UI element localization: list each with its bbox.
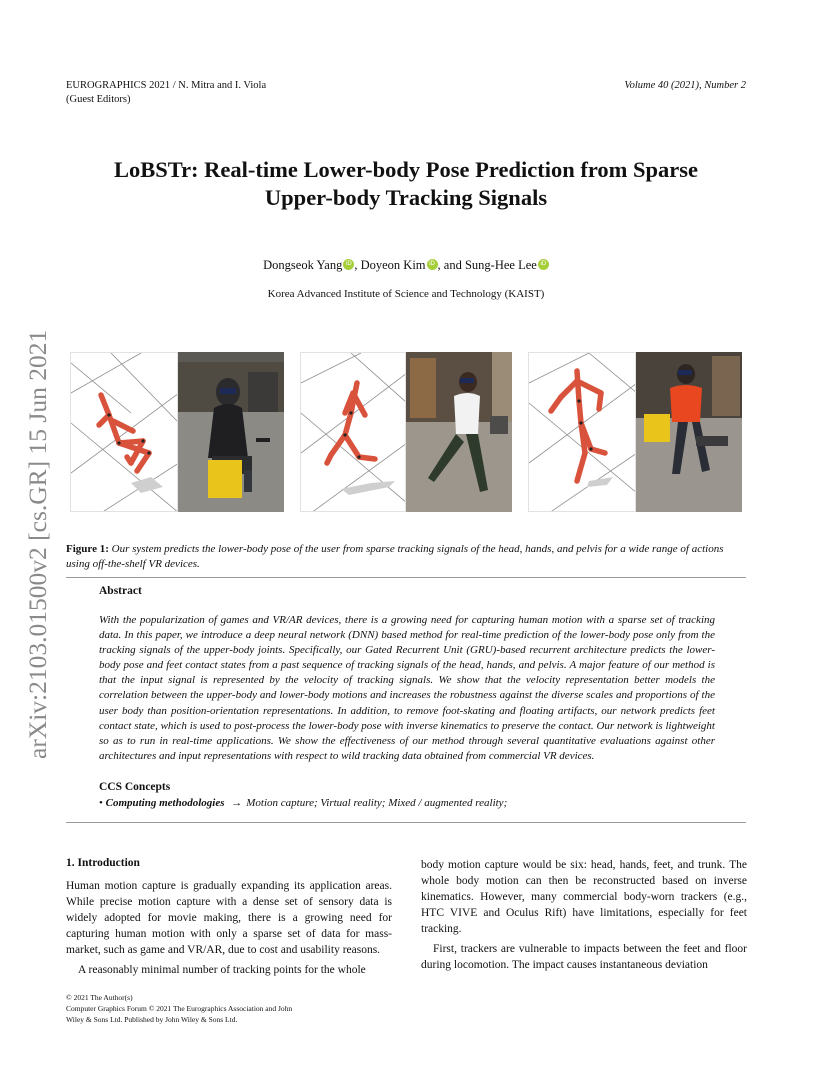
intro-right-paragraph-2: First, trackers are vulnerable to impacts between the feet and floor during locomotion. The impact causes instantaneous deviation xyxy=(421,943,747,971)
copyright-footer xyxy=(66,992,366,1025)
skeleton-render-sitting xyxy=(70,352,178,512)
volume-line: Volume 40 (2021), Number 2 xyxy=(624,80,746,91)
skeleton-sitting-illustration xyxy=(71,353,178,512)
ccs-category: Computing methodologies xyxy=(105,797,225,809)
photo-walking-illustration xyxy=(406,352,512,512)
author-separator: , and xyxy=(437,258,465,272)
section-heading-introduction: 1. Introduction xyxy=(66,857,140,869)
figure-caption-text: Our system predicts the lower-body pose of the user from sparse tracking signals of the head, hands, and pelvis for a wide range of actions using off-the-shelf VR devices. xyxy=(66,543,724,570)
title-line-1: LoBSTr: Real-time Lower-body Pose Prediction from Sparse xyxy=(113,157,699,182)
photo-pushing-illustration xyxy=(636,352,742,512)
abstract-bottom-rule xyxy=(66,822,746,823)
copyright-line-3: Wiley & Sons Ltd. Published by John Wiley & Sons Ltd. xyxy=(66,1015,238,1024)
arxiv-stamp: arXiv:2103.01500v2 [cs.GR] 15 Jun 2021 xyxy=(23,329,52,759)
intro-paragraph-2: A reasonably minimal number of tracking points for the whole xyxy=(78,964,366,976)
abstract-text: With the popularization of games and VR/AR devices, there is a growing need for capturing human motion with a sparse set of tracking data. In this paper, we introduce a deep neural network (DNN) based method for real-time prediction of the lower-body pose only from the tracking signals of the upper-body joints. Specifically, our Gated Recurrent Unit (GRU)-based recurrent architecture predicts the lower-body pose and feet contact states from a past sequence of tracking signals of the head, hands, and pelvis. A major feature of our method is that the input signal is represented by the velocity of tracking signals. We show that the velocity representation better models the correlation between the upper-body and lower-body motions and increases the robustness against the diverse scales and proportions of the user body than position-orientation representations. In addition, to remove foot-skating and floating artifacts, our network predicts feet contact state, which is used to post-process the lower-body pose with inverse kinematics to preserve the contact. Our network is lightweight so as to run in real-time applications. We show the effectiveness of our method through several quantitative evaluations against other architectures and input representations with respect to wild tracking data obtained from commercial VR devices. xyxy=(99,614,715,762)
skeleton-pushing-illustration xyxy=(529,353,636,512)
photo-sitting-illustration xyxy=(178,352,284,512)
left-column xyxy=(66,878,392,978)
copyright-line-2: Computer Graphics Forum © 2021 The Eurographics Association and John xyxy=(66,1004,293,1013)
photo-pushing xyxy=(636,352,742,512)
affiliation: Korea Advanced Institute of Science and Technology (KAIST) xyxy=(267,288,545,300)
conference-line: EUROGRAPHICS 2021 / N. Mitra and I. Viola xyxy=(66,80,267,91)
figure-label: Figure 1: xyxy=(66,543,109,555)
figure-caption xyxy=(66,542,750,572)
ccs-terms: Motion capture; Virtual reality; Mixed / augmented reality; xyxy=(246,797,508,809)
ccs-heading: CCS Concepts xyxy=(99,781,171,793)
ccs-arrow: → xyxy=(231,797,243,809)
photo-walking xyxy=(406,352,512,512)
orcid-icon[interactable]: iD xyxy=(343,259,354,270)
intro-paragraph-1: Human motion capture is gradually expanding its application areas. While precise motion capture with a dense set of sensory data is widely adopted for movie making, there is a growing need for capturing human motion with only a sparse set of data for mass-market, such as game and VR/AR, due to cost and usability reasons. xyxy=(66,880,392,956)
guest-editors-line: (Guest Editors) xyxy=(66,94,131,105)
author-separator: , xyxy=(354,258,361,272)
photo-sitting xyxy=(178,352,284,512)
orcid-icon[interactable]: iD xyxy=(427,259,438,270)
author-name: Sung-Hee Lee xyxy=(464,258,537,272)
paper-title xyxy=(66,156,746,212)
skeleton-render-walking xyxy=(300,352,406,512)
author-list xyxy=(66,258,746,273)
orcid-icon[interactable]: iD xyxy=(538,259,549,270)
right-column xyxy=(421,857,747,973)
ccs-bullet: • xyxy=(99,797,103,809)
ccs-concepts xyxy=(99,797,507,809)
title-line-2: Upper-body Tracking Signals xyxy=(264,185,548,210)
abstract-top-rule xyxy=(66,577,746,578)
copyright-line-1: © 2021 The Author(s) xyxy=(66,993,133,1002)
author-name: Dongseok Yang xyxy=(263,258,343,272)
author-name: Doyeon Kim xyxy=(360,258,426,272)
intro-right-paragraph-1: body motion capture would be six: head, hands, feet, and trunk. The whole body motion can then be reconstructed based on inverse kinematics. However, many commercial body-worn trackers (e.g., HTC VIVE and Oculus Rift) have limitations, especially for feet tracking. xyxy=(421,859,747,935)
skeleton-walking-illustration xyxy=(301,353,406,512)
abstract-heading: Abstract xyxy=(99,585,142,597)
skeleton-render-pushing xyxy=(528,352,636,512)
conference-header xyxy=(66,79,266,107)
